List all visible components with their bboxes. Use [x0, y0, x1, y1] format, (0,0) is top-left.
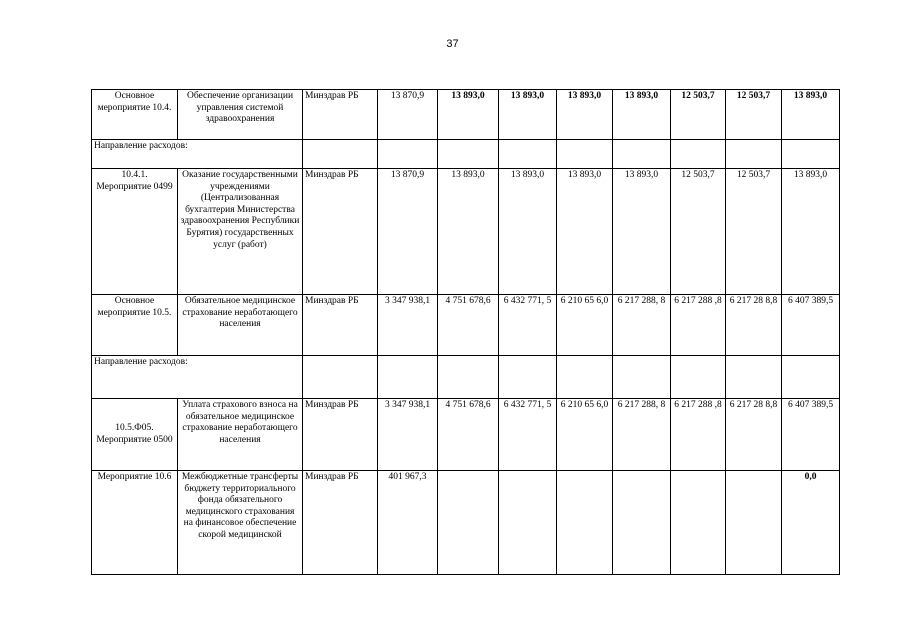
empty-cell: [378, 356, 438, 399]
row-name: Межбюджетные трансферты бюджету территориального фонда обязательного медицинского страхования на финансовое обеспечение скорой медицинской: [178, 471, 303, 575]
empty-cell: [378, 140, 438, 169]
value-cell: 6 210 65 6,0: [557, 295, 613, 356]
value-cell: 401 967,3: [378, 471, 438, 575]
empty-cell: [438, 356, 499, 399]
empty-cell: [613, 140, 671, 169]
row-name: Обязательное медицинское страхование неработающего населения: [178, 295, 303, 356]
row-name: Оказание государственными учреждениями (Централизованная бухгалтерия Министерства здравоохранения Республики Бурятия) государственных услуг (работ): [178, 169, 303, 295]
value-cell: 3 347 938,1: [378, 295, 438, 356]
value-cell: 6 217 288, 8: [613, 399, 671, 471]
value-cell: 12 503,7: [671, 169, 726, 295]
row-executor: Минздрав РБ: [303, 295, 378, 356]
value-cell: 0,0: [782, 471, 840, 575]
value-cell: 13 893,0: [499, 90, 557, 140]
value-cell: 6 407 389,5: [782, 295, 840, 356]
table-row: [92, 140, 840, 169]
value-cell: 13 893,0: [613, 169, 671, 295]
value-cell: [557, 471, 613, 575]
value-cell: 6 432 771, 5: [499, 295, 557, 356]
value-cell: [499, 471, 557, 575]
value-cell: 4 751 678,6: [438, 399, 499, 471]
empty-cell: [726, 356, 782, 399]
empty-cell: [557, 140, 613, 169]
budget-table: [91, 89, 840, 575]
value-cell: 13 870,9: [378, 169, 438, 295]
table-row: [92, 90, 840, 140]
value-cell: 13 870,9: [378, 90, 438, 140]
value-cell: [613, 471, 671, 575]
row-name: Уплата страхового взноса на обязательное медицинское страхование неработающего населения: [178, 399, 303, 471]
empty-cell: [671, 140, 726, 169]
value-cell: 3 347 938,1: [378, 399, 438, 471]
empty-cell: [303, 356, 378, 399]
value-cell: 13 893,0: [613, 90, 671, 140]
value-cell: 6 432 771, 5: [499, 399, 557, 471]
value-cell: 13 893,0: [557, 169, 613, 295]
row-code: Основное мероприятие 10.4.: [92, 90, 178, 140]
value-cell: 12 503,7: [726, 90, 782, 140]
value-cell: 13 893,0: [438, 169, 499, 295]
table-row: [92, 471, 840, 575]
row-executor: Минздрав РБ: [303, 471, 378, 575]
value-cell: [726, 471, 782, 575]
empty-cell: [726, 140, 782, 169]
value-cell: 13 893,0: [782, 169, 840, 295]
row-code: Основное мероприятие 10.5.: [92, 295, 178, 356]
empty-cell: [499, 356, 557, 399]
expense-direction-label: Направление расходов:: [92, 140, 303, 169]
value-cell: 4 751 678,6: [438, 295, 499, 356]
value-cell: 6 407 389,5: [782, 399, 840, 471]
value-cell: 6 217 288 ,8: [671, 399, 726, 471]
table-row: [92, 356, 840, 399]
empty-cell: [557, 356, 613, 399]
row-executor: Минздрав РБ: [303, 90, 378, 140]
table-row: [92, 169, 840, 295]
value-cell: [671, 471, 726, 575]
value-cell: 12 503,7: [726, 169, 782, 295]
empty-cell: [499, 140, 557, 169]
empty-cell: [613, 356, 671, 399]
empty-cell: [438, 140, 499, 169]
value-cell: 13 893,0: [438, 90, 499, 140]
value-cell: 13 893,0: [782, 90, 840, 140]
row-code: 10.5.Ф05. Мероприятие 0500: [92, 399, 178, 471]
value-cell: 6 217 28 8,8: [726, 399, 782, 471]
value-cell: 13 893,0: [557, 90, 613, 140]
value-cell: 6 217 28 8,8: [726, 295, 782, 356]
page-number: 37: [446, 38, 459, 50]
value-cell: 6 210 65 6,0: [557, 399, 613, 471]
empty-cell: [671, 356, 726, 399]
row-code: Мероприятие 10.6: [92, 471, 178, 575]
empty-cell: [782, 140, 840, 169]
row-code: 10.4.1. Мероприятие 0499: [92, 169, 178, 295]
empty-cell: [782, 356, 840, 399]
value-cell: 6 217 288 ,8: [671, 295, 726, 356]
table-row: [92, 399, 840, 471]
row-executor: Минздрав РБ: [303, 169, 378, 295]
value-cell: 13 893,0: [499, 169, 557, 295]
expense-direction-label: Направление расходов:: [92, 356, 303, 399]
value-cell: 6 217 288, 8: [613, 295, 671, 356]
value-cell: [438, 471, 499, 575]
empty-cell: [303, 140, 378, 169]
value-cell: 12 503,7: [671, 90, 726, 140]
row-name: Обеспечение организации управления системой здравоохранения: [178, 90, 303, 140]
row-executor: Минздрав РБ: [303, 399, 378, 471]
table-row: [92, 295, 840, 356]
